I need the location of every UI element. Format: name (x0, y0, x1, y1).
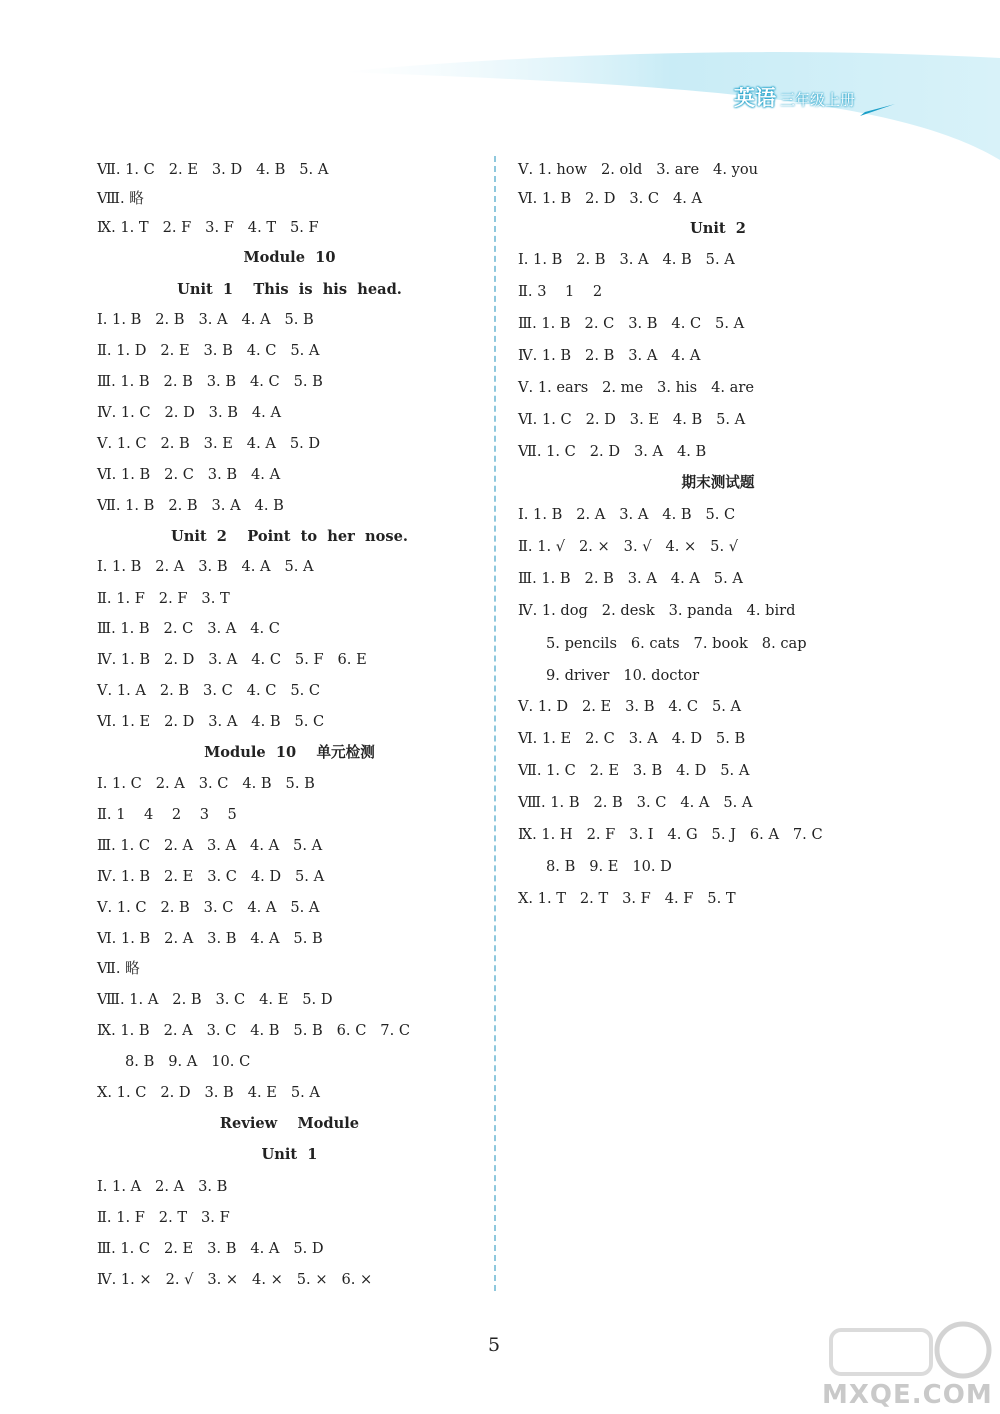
answer-line: Ⅱ. 1. F 2. F 3. T (97, 590, 230, 607)
answer-line: Ⅳ. 1. B 2. B 3. A 4. A (518, 347, 701, 364)
answer-line: Ⅸ. 1. H 2. F 3. I 4. G 5. J 6. A 7. C (518, 826, 823, 843)
answer-line-continued: 8. B 9. E 10. D (546, 858, 672, 875)
answer-line: Ⅳ. 1. dog 2. desk 3. panda 4. bird (518, 602, 796, 619)
answer-line: Ⅶ. 1. C 2. E 3. B 4. D 5. A (518, 762, 750, 779)
answer-line: Ⅳ. 1. B 2. E 3. C 4. D 5. A (97, 868, 325, 885)
answer-line: Ⅶ. 1. C 2. E 3. D 4. B 5. A (97, 161, 329, 178)
answer-line: Ⅷ. 1. B 2. B 3. C 4. A 5. A (518, 794, 753, 811)
answer-line: Ⅴ. 1. C 2. B 3. C 4. A 5. A (97, 899, 320, 916)
answer-line: Ⅱ. 3 1 2 (518, 283, 603, 300)
answer-line: Ⅶ. 1. B 2. B 3. A 4. B (97, 497, 284, 514)
section-heading: Module 10 (243, 249, 336, 266)
answer-line: Ⅰ. 1. B 2. B 3. A 4. B 5. A (518, 251, 735, 268)
section-heading: Module 10 单元检测 (204, 744, 375, 761)
answer-line: Ⅲ. 1. C 2. A 3. A 4. A 5. A (97, 837, 323, 854)
subject-label: 英语 (734, 86, 776, 110)
answer-line: Ⅸ. 1. B 2. A 3. C 4. B 5. B 6. C 7. C (97, 1022, 411, 1039)
answer-line: Ⅹ. 1. C 2. D 3. B 4. E 5. A (97, 1084, 320, 1101)
section-heading: 期末测试题 (681, 474, 755, 491)
answer-line: Ⅵ. 1. B 2. A 3. B 4. A 5. B (97, 930, 323, 947)
answer-line: Ⅴ. 1. ears 2. me 3. his 4. are (518, 379, 754, 396)
answer-line: Ⅳ. 1. × 2. √ 3. × 4. × 5. × 6. × (97, 1271, 373, 1288)
answer-line-continued: 5. pencils 6. cats 7. book 8. cap (546, 635, 807, 652)
page-number: 5 (487, 1334, 501, 1356)
answer-line: Ⅶ. 1. C 2. D 3. A 4. B (518, 443, 707, 460)
answer-line: Ⅱ. 1. D 2. E 3. B 4. C 5. A (97, 342, 320, 359)
answer-line: Ⅶ. 略 (97, 960, 140, 977)
answer-line: Ⅰ. 1. B 2. B 3. A 4. A 5. B (97, 311, 314, 328)
answer-line: Ⅷ. 1. A 2. B 3. C 4. E 5. D (97, 991, 333, 1008)
answer-line: Ⅳ. 1. C 2. D 3. B 4. A (97, 404, 281, 421)
answer-line: Ⅵ. 1. B 2. D 3. C 4. A (518, 190, 703, 207)
section-heading: Unit 1 This is his head. (177, 281, 402, 298)
answer-line: Ⅲ. 1. B 2. B 3. B 4. C 5. B (97, 373, 323, 390)
answer-line: Ⅱ. 1. √ 2. × 3. √ 4. × 5. √ (518, 538, 739, 555)
answer-line: Ⅲ. 1. C 2. E 3. B 4. A 5. D (97, 1240, 324, 1257)
answer-line-continued: 8. B 9. A 10. C (125, 1053, 251, 1070)
answer-line: Ⅴ. 1. D 2. E 3. B 4. C 5. A (518, 698, 742, 715)
answer-line: Ⅴ. 1. how 2. old 3. are 4. you (518, 161, 759, 178)
answer-line: Ⅲ. 1. B 2. C 3. B 4. C 5. A (518, 315, 745, 332)
section-heading: Unit 2 Point to her nose. (171, 528, 408, 545)
answer-line: Ⅲ. 1. B 2. C 3. A 4. C (97, 620, 280, 637)
answer-line: Ⅲ. 1. B 2. B 3. A 4. A 5. A (518, 570, 743, 587)
answer-line: Ⅰ. 1. C 2. A 3. C 4. B 5. B (97, 775, 315, 792)
answer-line: Ⅹ. 1. T 2. T 3. F 4. F 5. T (518, 890, 736, 907)
answer-line: Ⅵ. 1. E 2. C 3. A 4. D 5. B (518, 730, 746, 747)
column-divider (494, 156, 496, 1291)
answer-line: Ⅴ. 1. C 2. B 3. E 4. A 5. D (97, 435, 321, 452)
answer-line: Ⅱ. 1. F 2. T 3. F (97, 1209, 230, 1226)
watermark-text: MXQE.COM (822, 1380, 993, 1410)
answer-line: Ⅸ. 1. T 2. F 3. F 4. T 5. F (97, 219, 319, 236)
header-label (734, 82, 855, 112)
section-heading: Unit 1 (261, 1146, 318, 1163)
answer-line: Ⅵ. 1. E 2. D 3. A 4. B 5. C (97, 713, 325, 730)
answer-line: Ⅵ. 1. C 2. D 3. E 4. B 5. A (518, 411, 746, 428)
grade-label: 三年级上册 (780, 91, 856, 109)
answer-line: Ⅴ. 1. A 2. B 3. C 4. C 5. C (97, 682, 321, 699)
answer-line: Ⅱ. 1 4 2 3 5 (97, 806, 237, 823)
answer-line: Ⅰ. 1. B 2. A 3. A 4. B 5. C (518, 506, 736, 523)
section-heading: Review Module (219, 1115, 360, 1132)
answer-line: Ⅵ. 1. B 2. C 3. B 4. A (97, 466, 281, 483)
answer-line-continued: 9. driver 10. doctor (546, 667, 700, 684)
answer-line: Ⅷ. 略 (97, 190, 144, 207)
answer-line: Ⅳ. 1. B 2. D 3. A 4. C 5. F 6. E (97, 651, 367, 668)
section-heading: Unit 2 (690, 220, 746, 237)
answer-line: Ⅰ. 1. B 2. A 3. B 4. A 5. A (97, 558, 314, 575)
answer-line: Ⅰ. 1. A 2. A 3. B (97, 1178, 228, 1195)
